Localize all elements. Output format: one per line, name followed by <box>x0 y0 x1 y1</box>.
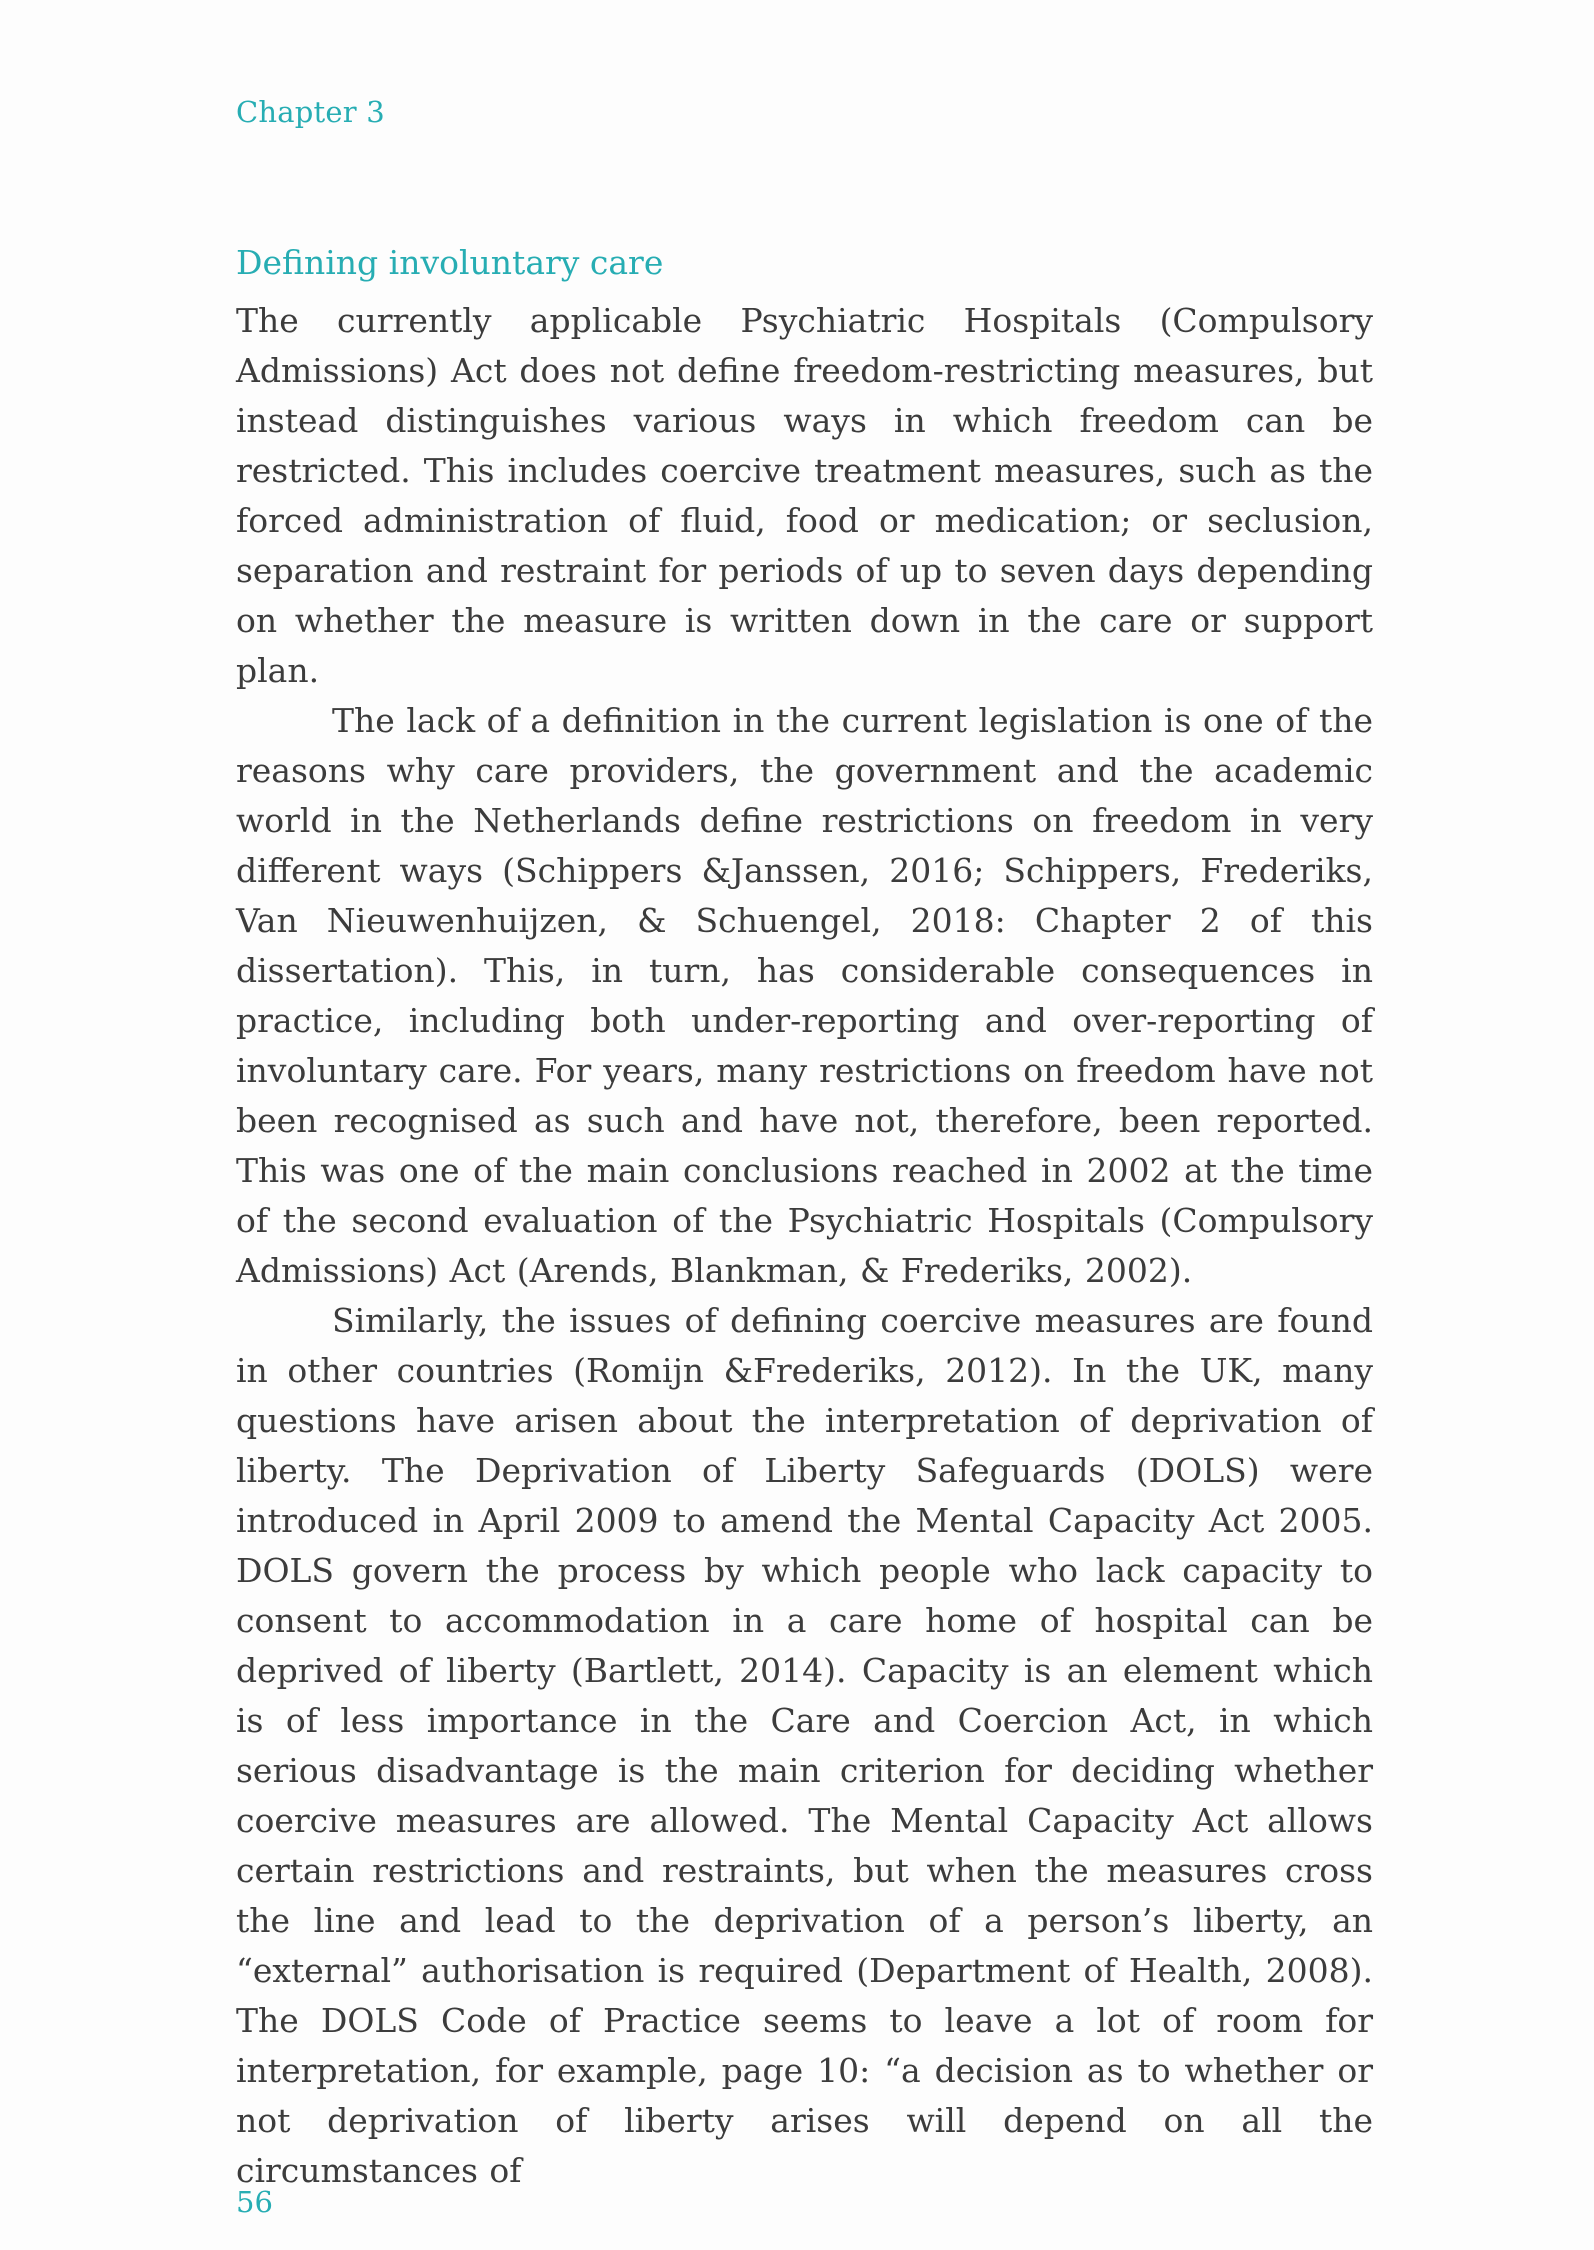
section-heading: Defining involuntary care <box>236 243 664 282</box>
page-content <box>236 238 1373 2196</box>
chapter-label: Chapter 3 <box>236 95 385 129</box>
body-paragraph-2: The lack of a definition in the current legislation is one of the reasons why care providers, the government and the academic world in the Netherlands define restrictions on freedom in very different ways (Schippers &Janssen, 2016; Schippers, Frederiks, Van Nieuwenhuijzen, & Schuengel, 2018: Chapter 2 of this dissertation). This, in turn, has considerable consequences in practice, including both under-reporting and over-reporting of involuntary care. For years, many restrictions on freedom have not been recognised as such and have not, therefore, been reported. This was one of the main conclusions reached in 2002 at the time of the second evaluation of the Psychiatric Hospitals (Compulsory Admissions) Act (Arends, Blankman, & Frederiks, 2002). <box>236 701 1373 1290</box>
body-paragraph-1: The currently applicable Psychiatric Hospitals (Compulsory Admissions) Act does not define freedom-restricting measures, but instead distinguishes various ways in which freedom can be restricted. This includes coercive treatment measures, such as the forced administration of fluid, food or medication; or seclusion, separation and restraint for periods of up to seven days depending on whether the measure is written down in the care or support plan. <box>236 301 1373 690</box>
body-paragraph-3: Similarly, the issues of defining coercive measures are found in other countries (Romijn &Frederiks, 2012). In the UK, many questions have arisen about the interpretation of deprivation of liberty. The Deprivation of Liberty Safeguards (DOLS) were introduced in April 2009 to amend the Mental Capacity Act 2005. DOLS govern the process by which people who lack capacity to consent to accommodation in a care home of hospital can be deprived of liberty (Bartlett, 2014). Capacity is an element which is of less importance in the Care and Coercion Act, in which serious disadvantage is the main criterion for deciding whether coercive measures are allowed. The Mental Capacity Act allows certain restrictions and restraints, but when the measures cross the line and lead to the deprivation of a person’s liberty, an “external” authorisation is required (Department of Health, 2008). The DOLS Code of Practice seems to leave a lot of room for interpretation, for example, page 10: “a decision as to whether or not deprivation of liberty arises will depend on all the circumstances of <box>236 1301 1373 2190</box>
page-number: 56 <box>236 2185 273 2219</box>
